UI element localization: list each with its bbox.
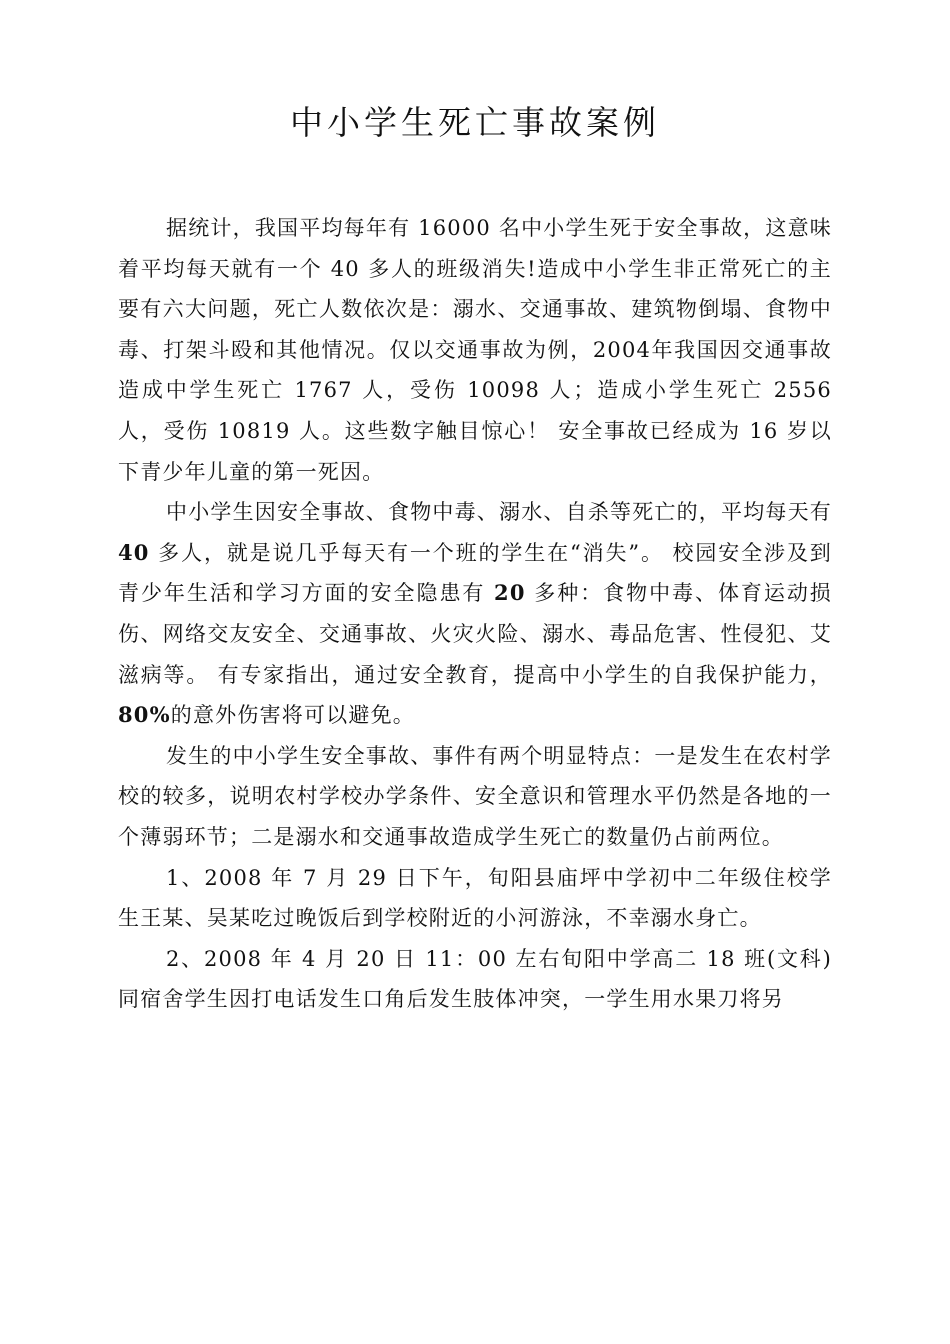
bold-number-40: 40 <box>118 539 150 565</box>
paragraph-case-2: 2、2008 年 4 月 20 日 11：00 左右旬阳中学高二 18 班(文科)同宿舍学生因打电话发生口角后发生肢体冲突，一学生用水果刀将另 <box>118 946 832 1012</box>
paragraph-statistics: 据统计，我国平均每年有 16000 名中小学生死于安全事故，这意味着平均每天就有一个 40 多人的班级消失!造成中小学生非正常死亡的主要有六大问题，死亡人数依次是：溺水、交通事故、建筑物倒塌、食物中毒、打架斗殴和其他情况。仅以交通事故为例，2004年我国因交通事故造成中学生死亡 1767 人，受伤 10098 人；造成小学生死亡 2556 人，受伤 10819 人。这些数字触目惊心！ 安全事故已经成为 16 岁以下青少年儿童的第一死因。 <box>118 216 832 484</box>
paragraph-text-segment: 的意外伤害将可以避免。 <box>170 703 415 728</box>
document-body <box>118 208 832 1020</box>
bold-percent-80: 80% <box>118 702 171 728</box>
paragraph-text-segment: 多种：食物中毒、体育运动损伤、网络交友安全、交通事故、火灾火险、溺水、毒品危害、性侵犯、艾滋病等。 有专家指出，通过安全教育，提高中小学生的自我保护能力， <box>118 581 833 687</box>
document-title: 中小学生死亡事故案例 <box>290 103 660 142</box>
paragraph-case-1: 1、2008 年 7 月 29 日下午，旬阳县庙坪中学初中二年级住校学生王某、吴某吃过晚饭后到学校附近的小河游泳，不幸溺水身亡。 <box>118 865 832 931</box>
bold-number-20: 20 <box>494 580 526 606</box>
paragraph-characteristics: 发生的中小学生安全事故、事件有两个明显特点：一是发生在农村学校的较多，说明农村学校办学条件、安全意识和管理水平仍然是各地的一个薄弱环节；二是溺水和交通事故造成学生死亡的数量仍占前两位。 <box>118 743 832 849</box>
paragraph-daily-deaths <box>118 492 832 736</box>
paragraph-text-segment: 多人，就是说几乎每天有一个班的学生在“消失”。 校园安全涉及到青少年生活和学习方面的安全隐患有 <box>118 540 832 606</box>
paragraph-text-segment: 中小学生因安全事故、食物中毒、溺水、自杀等死亡的，平均每天有 <box>166 500 832 525</box>
